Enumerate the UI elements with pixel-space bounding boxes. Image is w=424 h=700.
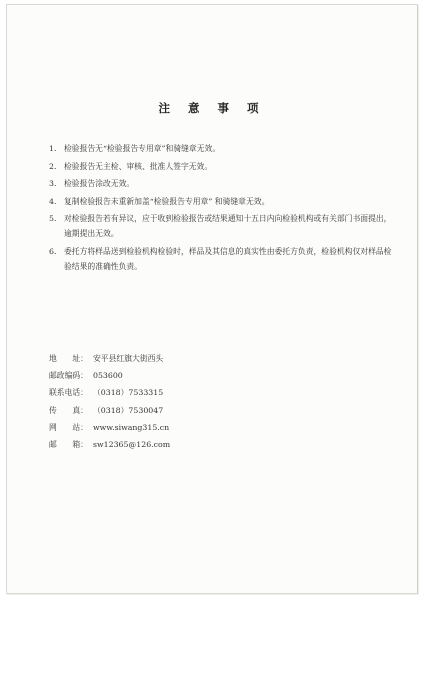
fax-row — [49, 402, 349, 419]
notice-item — [49, 159, 394, 174]
notice-item — [49, 211, 394, 241]
notice-number: 5. — [49, 214, 57, 223]
email-row — [49, 436, 349, 453]
website-row — [49, 419, 349, 436]
website-label: 网 站： — [49, 422, 88, 432]
notice-text: 检验报告涂改无效。 — [64, 179, 135, 188]
notice-item — [49, 194, 394, 209]
phone-label: 联系电话： — [49, 388, 88, 398]
postcode-value: 053600 — [93, 371, 123, 381]
notice-number: 6. — [49, 246, 57, 256]
notice-number: 2. — [49, 161, 57, 171]
notice-text: 检验报告无主检、审核、批准人签字无效。 — [64, 161, 213, 171]
notice-list — [49, 141, 394, 276]
notice-number: 1. — [49, 144, 57, 153]
notice-text: 委托方将样品送到检验机构检验时，样品及其信息的真实性由委托方负责，检验机构仅对样品检验结果的准确性负责。 — [64, 246, 392, 271]
notice-item — [49, 244, 394, 274]
email-label: 邮 箱： — [49, 440, 88, 450]
page-title: 注 意 事 项 — [158, 101, 266, 115]
contact-block — [49, 350, 349, 453]
phone-row — [49, 384, 349, 401]
phone-value: （0318）7533315 — [93, 388, 164, 398]
notice-number: 3. — [49, 179, 57, 188]
fax-label: 传 真： — [49, 405, 88, 415]
email-value: sw12365@126.com — [93, 440, 171, 450]
notice-item — [49, 141, 394, 156]
address-row — [49, 350, 349, 367]
address-value: 安平县红旗大街西头 — [93, 354, 164, 363]
notice-item — [49, 176, 394, 191]
document-page — [6, 4, 418, 594]
postcode-row — [49, 367, 349, 384]
fax-value: （0318）7530047 — [93, 405, 164, 415]
postcode-label: 邮政编码： — [49, 371, 88, 381]
notice-number: 4. — [49, 196, 57, 206]
website-value: www.siwang315.cn — [93, 422, 170, 432]
notice-text: 对检验报告若有异议，应于收到检验报告或结果通知十五日内向检验机构或有关部门书面提出，逾期提出无效。 — [64, 214, 392, 238]
notice-text: 检验报告无“检验报告专用章”和骑缝章无效。 — [64, 144, 221, 153]
address-label: 地 址： — [49, 354, 88, 363]
notice-text: 复制检验报告未重新加盖“检验报告专用章” 和骑缝章无效。 — [64, 196, 270, 206]
